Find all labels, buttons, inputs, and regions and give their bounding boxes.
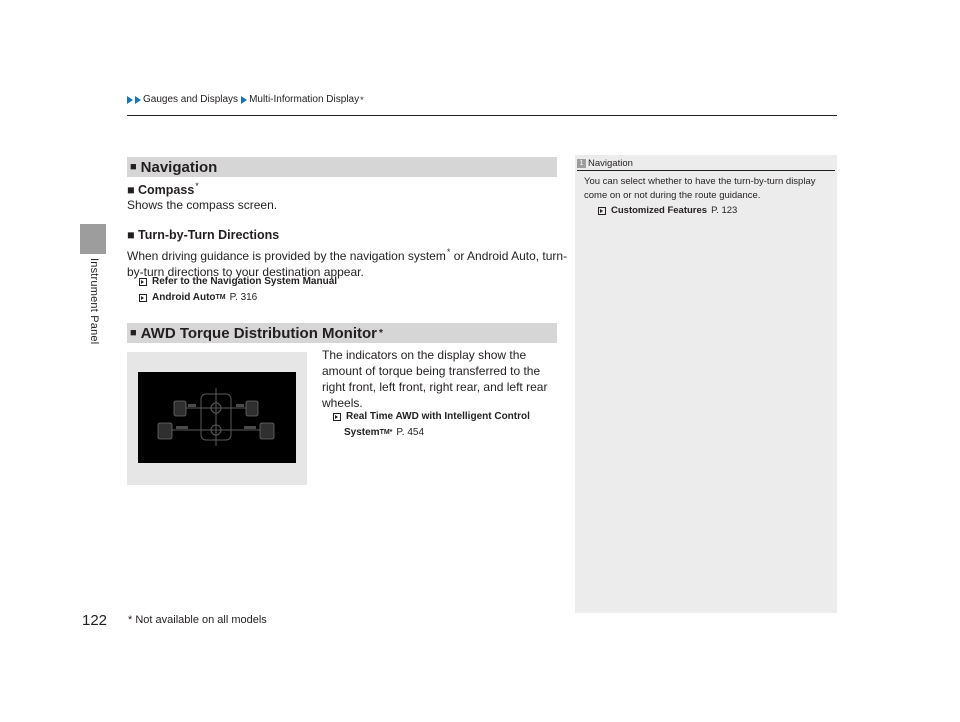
cross-reference-awd-system[interactable]: [333, 411, 530, 422]
cross-reference-awd-system-cont[interactable]: [344, 427, 424, 438]
note-body: [584, 175, 832, 218]
note-number-badge: 1: [577, 159, 586, 168]
footnote-star: *: [195, 181, 199, 191]
text-fragment: or Android Auto, turn-: [450, 249, 568, 263]
section-title: AWD Torque Distribution Monitor: [140, 324, 378, 342]
awd-description: The indicators on the display show the amount of torque being transferred to the right front, left front, right rear, and left rear wheels.: [322, 348, 548, 410]
header-divider: [127, 115, 837, 116]
section-title: Navigation: [140, 158, 218, 176]
section-square-icon: ■: [130, 161, 137, 173]
footnote-star: *: [360, 94, 364, 105]
xref-label: Real Time AWD with Intelligent Control: [346, 411, 530, 422]
turn-by-turn-heading: ■ Turn-by-Turn Directions: [127, 228, 280, 242]
footnote-star: *: [446, 247, 451, 257]
arrow-right-icon: [135, 96, 141, 104]
xref-label: Refer to the Navigation System Manual: [152, 276, 338, 287]
xref-label: System: [344, 427, 380, 438]
footnote-star: *: [379, 327, 383, 339]
section-heading-navigation: [127, 157, 557, 177]
awd-vehicle-graphic: [138, 372, 296, 463]
note-title-text: Navigation: [588, 158, 633, 169]
reference-arrow-icon: [139, 278, 147, 286]
trademark-mark: TM: [215, 294, 226, 301]
arrow-right-icon: [241, 96, 247, 104]
footnote: * Not available on all models: [128, 614, 267, 626]
cross-reference-customized-features[interactable]: [598, 204, 832, 218]
note-title: [577, 158, 633, 169]
reference-arrow-icon: [139, 294, 147, 302]
chapter-tab: [80, 224, 106, 254]
note-divider: [577, 170, 835, 171]
text-fragment: by-turn directions to your destination appear.: [127, 265, 364, 279]
breadcrumb-item[interactable]: Gauges and Displays: [143, 94, 239, 105]
text-fragment: When driving guidance is provided by the navigation system: [127, 249, 446, 263]
reference-arrow-icon: [333, 413, 341, 421]
turn-by-turn-description: [127, 244, 568, 280]
page-number: 122: [82, 612, 108, 629]
compass-heading-text: ■ Compass: [127, 183, 195, 198]
trademark-mark: TM*: [379, 429, 393, 436]
xref-label: Customized Features: [611, 205, 708, 216]
sidebar-note-panel: [575, 155, 837, 613]
breadcrumb: [127, 94, 364, 105]
compass-heading: [127, 181, 199, 197]
reference-arrow-icon: [598, 207, 606, 215]
xref-page: P. 123: [711, 205, 738, 216]
note-text: You can select whether to have the turn-by-turn display come on or not during the route guidance.: [584, 176, 816, 201]
chapter-label: Instrument Panel: [88, 258, 100, 345]
arrow-right-icon: [127, 96, 133, 104]
xref-page: P. 316: [229, 292, 258, 303]
xref-page: P. 454: [396, 427, 425, 438]
section-heading-awd: [127, 323, 557, 343]
compass-description: Shows the compass screen.: [127, 198, 278, 212]
section-square-icon: ■: [130, 327, 137, 339]
xref-label: Android Auto: [152, 292, 216, 303]
cross-reference-nav-manual[interactable]: [139, 276, 337, 287]
awd-monitor-display: [138, 372, 296, 463]
cross-reference-android-auto[interactable]: [139, 292, 257, 303]
breadcrumb-item[interactable]: Multi-Information Display: [249, 94, 360, 105]
